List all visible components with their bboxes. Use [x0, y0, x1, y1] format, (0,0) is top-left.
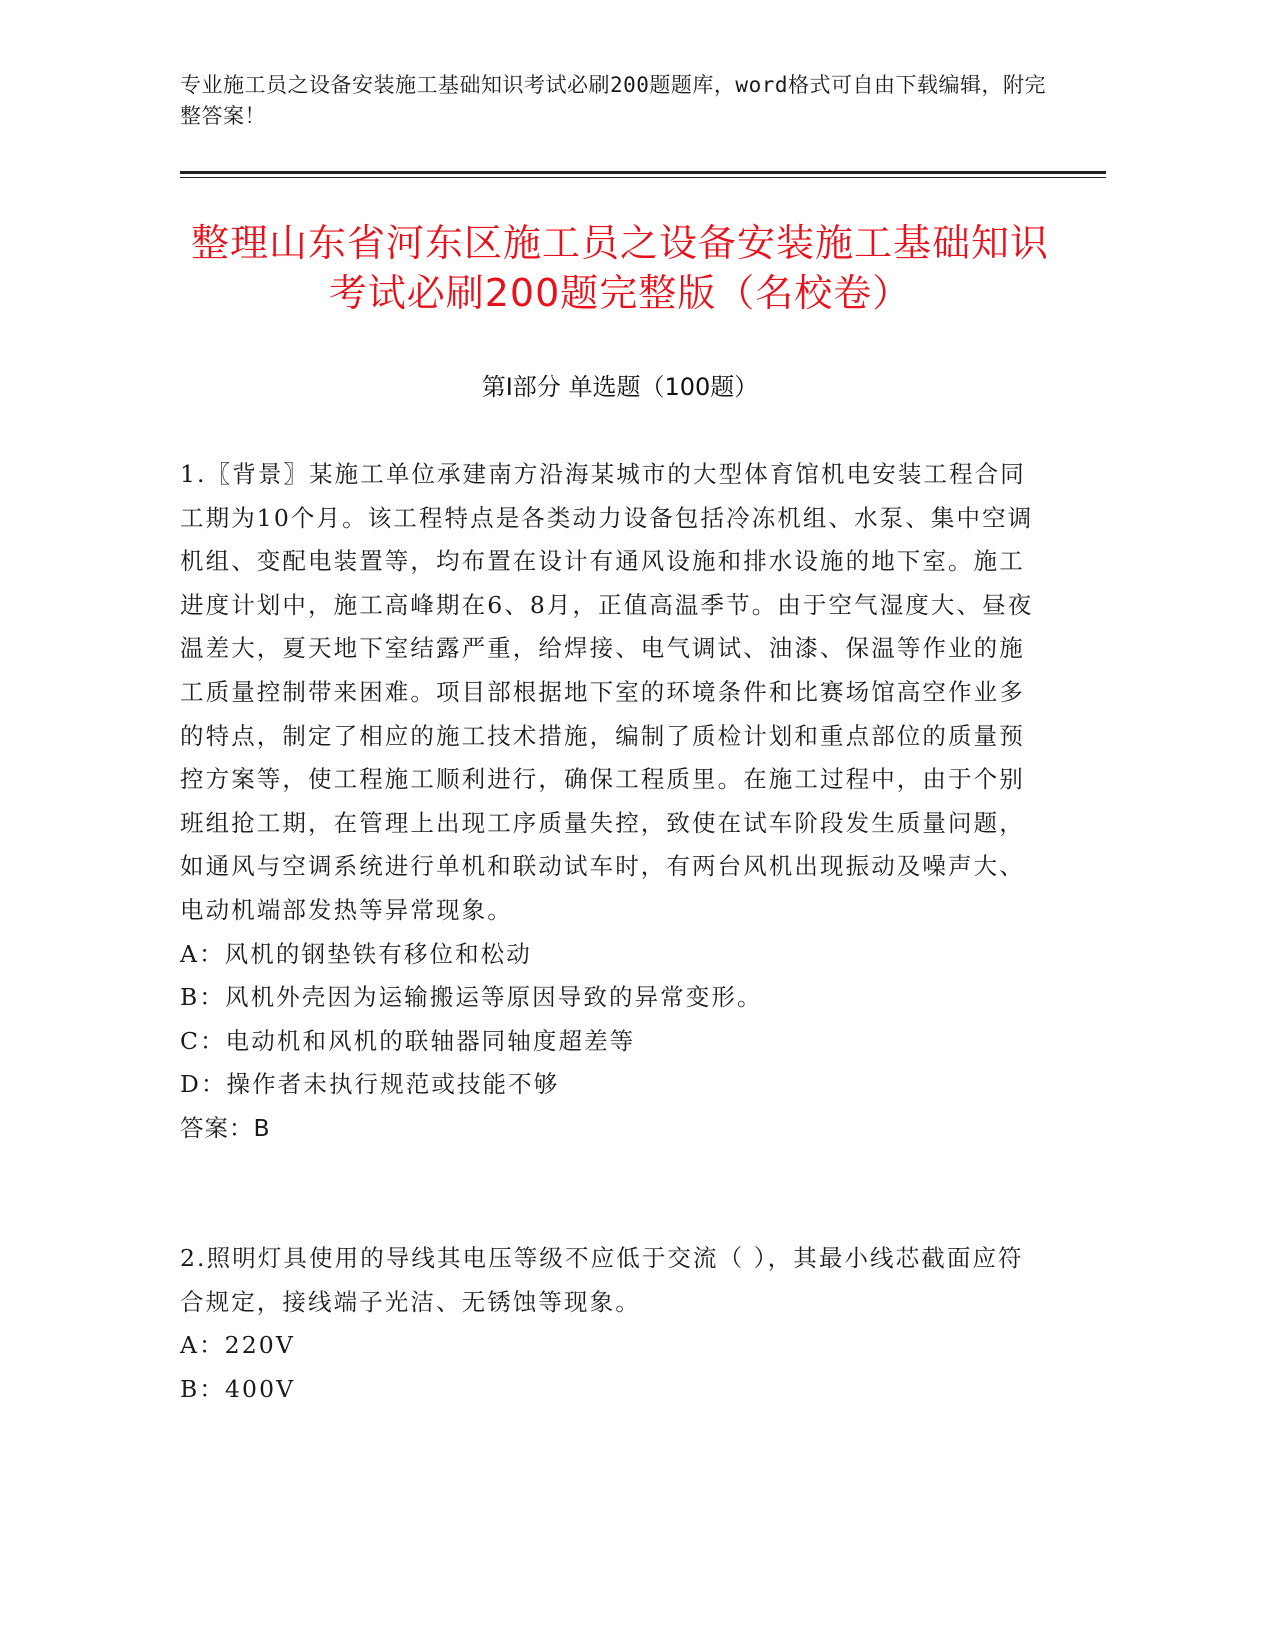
question-stem: 2.照明灯具使用的导线其电压等级不应低于交流（ ），其最小线芯截面应符合规定，接线端子光洁、无锈蚀等现象。: [180, 1244, 1024, 1316]
option-c: C：电动机和风机的联轴器同轴度超差等: [180, 1026, 636, 1055]
section-heading: 第Ⅰ部分 单选题（100题）: [481, 373, 759, 401]
option-b: B：400V: [180, 1374, 296, 1403]
question-stem: 1.〖背景〗某施工单位承建南方沿海某城市的大型体育馆机电安装工程合同工期为10个月。该工程特点是各类动力设备包括冷冻机组、水泵、集中空调机组、变配电装置等，均布置在设计有通风设施和排水设施的地下室。施工进度计划中，施工高峰期在6、8月，正值高温季节。由于空气湿度大、昼夜温差大，夏天地下室结露严重，给焊接、电气调试、油漆、保温等作业的施工质量控制带来困难。项目部根据地下室的环境条件和比赛场馆高空作业多的特点，制定了相应的施工技术措施，编制了质检计划和重点部位的质量预控方案等，使工程施工顺利进行，确保工程质里。在施工过程中，由于个别班组抢工期，在管理上出现工序质量失控，致使在试车阶段发生质量问题，如通风与空调系统进行单机和联动试车时，有两台风机出现振动及噪声大、电动机端部发热等异常现象。: [180, 460, 1034, 924]
question-1: [180, 453, 1040, 1151]
header-divider-thick: [180, 171, 1106, 174]
option-b: B：风机外壳因为运输搬运等原因导致的异常变形。: [180, 983, 763, 1012]
option-d: D：操作者未执行规范或技能不够: [180, 1070, 560, 1099]
question-2: [180, 1237, 1040, 1411]
header-note: 专业施工员之设备安装施工基础知识考试必刷200题题库，word格式可自由下载编辑，附完整答案！: [180, 73, 1046, 128]
answer-line: 答案：B: [180, 1113, 271, 1142]
document-title: 整理山东省河东区施工员之设备安装施工基础知识考试必刷200题完整版（名校卷）: [190, 221, 1049, 315]
header-divider-thin: [180, 177, 1106, 178]
option-a: A：220V: [180, 1331, 295, 1360]
option-a: A：风机的钢垫铁有移位和松动: [180, 939, 532, 968]
